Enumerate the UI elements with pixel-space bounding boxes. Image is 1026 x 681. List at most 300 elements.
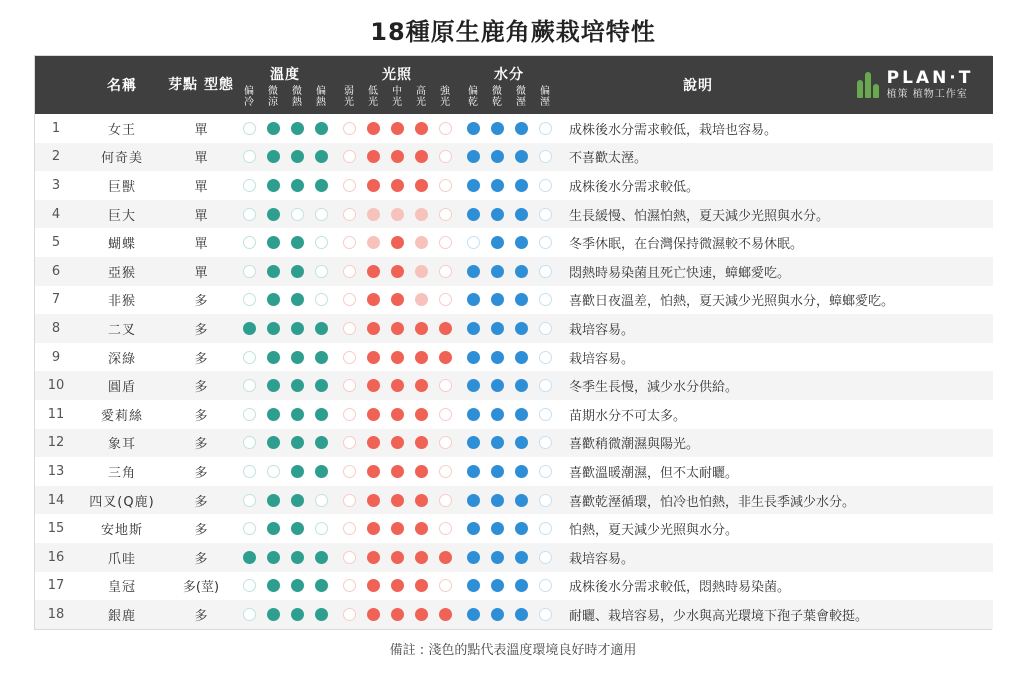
cell-number: 13 (47, 463, 65, 479)
cell-bud-type: 多 (194, 294, 208, 310)
cell-temperature (235, 457, 335, 486)
cell-name: 女王 (107, 122, 136, 138)
water-dot-2 (509, 551, 533, 564)
temperature-dots (235, 551, 335, 564)
cell-temperature (235, 572, 335, 601)
cell-temperature (235, 343, 335, 372)
water-dot-0 (461, 465, 485, 478)
table-row (35, 314, 993, 343)
temperature-dot-2 (285, 551, 309, 564)
water-dot-2 (509, 351, 533, 364)
cell-bud-type: 單 (194, 179, 208, 195)
water-dots (459, 351, 559, 364)
cell-description: 苗期水分不可太多。 (569, 408, 687, 424)
temperature-dot-1 (261, 122, 285, 135)
temperature-dot-2 (285, 322, 309, 335)
cell-number: 4 (51, 206, 61, 222)
water-dots (459, 494, 559, 507)
cell-water (459, 600, 559, 629)
light-dot-4 (433, 265, 457, 278)
cell-water (459, 286, 559, 315)
water-dot-2 (509, 522, 533, 535)
light-dots (335, 608, 459, 621)
light-dot-3 (409, 208, 433, 221)
light-dot-2 (385, 579, 409, 592)
light-dot-0 (337, 179, 361, 192)
light-sub-2-line2: 光 (392, 97, 402, 108)
temperature-dot-0 (237, 351, 261, 364)
cell-temperature (235, 371, 335, 400)
temperature-dot-3 (309, 351, 333, 364)
table-row (35, 429, 993, 458)
temperature-dot-3 (309, 465, 333, 478)
temperature-dot-2 (285, 179, 309, 192)
light-dot-0 (337, 150, 361, 163)
logo-name: PLAN·T (886, 67, 974, 88)
cell-water (459, 543, 559, 572)
light-dot-4 (433, 293, 457, 306)
cell-temperature (235, 200, 335, 229)
temperature-dots (235, 322, 335, 335)
logo-subtitle: 植策 植物工作室 (886, 88, 968, 100)
cell-number: 1 (51, 120, 61, 136)
light-dots (335, 208, 459, 221)
light-dot-0 (337, 293, 361, 306)
temperature-dot-2 (285, 379, 309, 392)
water-dot-2 (509, 408, 533, 421)
light-dot-4 (433, 494, 457, 507)
temperature-dot-2 (285, 408, 309, 421)
light-dot-1 (361, 522, 385, 535)
light-dot-1 (361, 293, 385, 306)
light-dot-0 (337, 494, 361, 507)
cell-temperature (235, 257, 335, 286)
water-dot-1 (485, 436, 509, 449)
temperature-dot-0 (237, 551, 261, 564)
cell-number: 14 (47, 492, 65, 508)
water-dot-1 (485, 150, 509, 163)
water-sub-2-line1: 微 (516, 86, 526, 97)
temperature-dots (235, 465, 335, 478)
cell-name: 象耳 (107, 437, 136, 453)
light-dot-3 (409, 494, 433, 507)
cell-light (335, 228, 459, 257)
cell-description: 冬季生長慢，減少水分供給。 (569, 380, 739, 396)
water-dot-1 (485, 351, 509, 364)
cell-temperature (235, 143, 335, 172)
water-dot-1 (485, 408, 509, 421)
water-dot-2 (509, 293, 533, 306)
water-dot-2 (509, 179, 533, 192)
temperature-dot-0 (237, 408, 261, 421)
cell-description: 喜歡乾溼循環，怕冷也怕熱，非生長季減少水分。 (569, 494, 856, 510)
cell-name: 二叉 (107, 322, 136, 338)
cell-temperature (235, 314, 335, 343)
water-dot-2 (509, 494, 533, 507)
water-dots (459, 293, 559, 306)
header-temp-sub-0 (237, 86, 261, 108)
light-dot-2 (385, 208, 409, 221)
light-dot-4 (433, 522, 457, 535)
cell-water (459, 457, 559, 486)
table-body (35, 114, 993, 629)
light-dot-2 (385, 265, 409, 278)
header-light-sub-0 (337, 86, 361, 108)
water-sub-2-line2: 溼 (516, 97, 526, 108)
temperature-dot-0 (237, 150, 261, 163)
light-dot-4 (433, 608, 457, 621)
water-dots (459, 408, 559, 421)
light-dot-0 (337, 465, 361, 478)
light-dot-2 (385, 236, 409, 249)
cell-light (335, 286, 459, 315)
table-row (35, 514, 993, 543)
cell-water (459, 514, 559, 543)
water-dot-1 (485, 265, 509, 278)
water-dot-0 (461, 265, 485, 278)
water-dot-1 (485, 179, 509, 192)
water-dots (459, 551, 559, 564)
temp-sub-1-line1: 微 (268, 86, 278, 97)
temperature-dot-0 (237, 522, 261, 535)
water-dot-2 (509, 608, 533, 621)
light-dot-3 (409, 608, 433, 621)
water-dot-1 (485, 579, 509, 592)
header-name-label: 名稱 (107, 78, 137, 94)
cell-description: 栽培容易。 (569, 322, 635, 338)
light-dot-2 (385, 436, 409, 449)
water-dot-2 (509, 436, 533, 449)
cell-number: 7 (51, 292, 61, 308)
cell-number: 6 (51, 263, 61, 279)
table-row (35, 572, 993, 601)
water-dot-0 (461, 208, 485, 221)
light-dot-1 (361, 379, 385, 392)
cell-bud-type: 單 (194, 151, 208, 167)
water-dot-1 (485, 122, 509, 135)
water-dots (459, 122, 559, 135)
temperature-dot-1 (261, 322, 285, 335)
cell-light (335, 343, 459, 372)
water-dot-3 (533, 436, 557, 449)
water-dot-3 (533, 379, 557, 392)
cell-temperature (235, 514, 335, 543)
light-sub-2-line1: 中 (392, 86, 402, 97)
water-dots (459, 236, 559, 249)
light-dot-3 (409, 522, 433, 535)
cell-light (335, 543, 459, 572)
light-dots (335, 122, 459, 135)
temperature-dot-3 (309, 608, 333, 621)
light-sub-4-line1: 強 (440, 86, 450, 97)
header-temp-sub-2 (285, 86, 309, 108)
light-dot-3 (409, 351, 433, 364)
cell-light (335, 600, 459, 629)
water-dot-2 (509, 265, 533, 278)
water-sub-0-line1: 偏 (468, 86, 478, 97)
temp-sub-3-line2: 熱 (316, 97, 326, 108)
cell-water (459, 171, 559, 200)
temperature-dots (235, 579, 335, 592)
water-sub-0-line2: 乾 (468, 97, 478, 108)
temperature-dot-2 (285, 351, 309, 364)
temperature-dot-1 (261, 379, 285, 392)
header-description (559, 56, 837, 114)
cell-name: 皇冠 (107, 580, 136, 596)
water-dot-2 (509, 322, 533, 335)
water-dot-0 (461, 408, 485, 421)
light-dot-3 (409, 551, 433, 564)
light-dot-1 (361, 408, 385, 421)
temperature-dot-0 (237, 579, 261, 592)
water-dot-2 (509, 122, 533, 135)
temperature-dot-2 (285, 579, 309, 592)
water-dot-0 (461, 379, 485, 392)
temperature-dot-1 (261, 522, 285, 535)
temp-sub-3-line1: 偏 (316, 86, 326, 97)
table-row (35, 114, 993, 143)
header-light-sub-4 (433, 86, 457, 108)
temperature-dot-0 (237, 293, 261, 306)
cell-temperature (235, 429, 335, 458)
header-water-sub-2 (509, 86, 533, 108)
water-dot-1 (485, 379, 509, 392)
cell-description: 成株後水分需求較低，悶熱時易染菌。 (569, 580, 791, 596)
water-dot-0 (461, 122, 485, 135)
light-dot-3 (409, 579, 433, 592)
light-dots (335, 436, 459, 449)
cell-description: 成株後水分需求較低。 (569, 179, 700, 195)
cell-description: 喜歡稍微潮濕與陽光。 (569, 437, 700, 453)
light-dots (335, 351, 459, 364)
cell-bud-type: 單 (194, 122, 208, 138)
cell-name: 圓盾 (107, 380, 136, 396)
water-dot-2 (509, 208, 533, 221)
temperature-dot-2 (285, 436, 309, 449)
header-light (335, 56, 459, 114)
water-dot-3 (533, 522, 557, 535)
table-row (35, 486, 993, 515)
header-number (35, 56, 77, 114)
temperature-dot-2 (285, 265, 309, 278)
header-bud-type-label (167, 77, 235, 93)
water-dot-0 (461, 579, 485, 592)
cell-temperature (235, 400, 335, 429)
light-dot-2 (385, 522, 409, 535)
header-water-subs (459, 86, 559, 114)
temperature-dot-3 (309, 265, 333, 278)
header-description-label: 說明 (683, 78, 713, 94)
cell-name: 巨大 (107, 208, 136, 224)
table-row (35, 371, 993, 400)
temp-sub-2-line2: 熱 (292, 97, 302, 108)
water-dot-1 (485, 208, 509, 221)
water-sub-3-line1: 偏 (540, 86, 550, 97)
water-dot-0 (461, 150, 485, 163)
temperature-dot-2 (285, 494, 309, 507)
cell-description: 栽培容易。 (569, 351, 635, 367)
water-dot-2 (509, 379, 533, 392)
light-dot-0 (337, 322, 361, 335)
cell-temperature (235, 114, 335, 143)
water-dot-2 (509, 150, 533, 163)
light-dot-4 (433, 465, 457, 478)
light-dot-1 (361, 465, 385, 478)
temperature-dots (235, 522, 335, 535)
temperature-dot-0 (237, 179, 261, 192)
light-dot-1 (361, 436, 385, 449)
light-dots (335, 322, 459, 335)
light-dot-3 (409, 322, 433, 335)
temperature-dot-3 (309, 494, 333, 507)
water-dots (459, 379, 559, 392)
cell-number: 2 (51, 149, 61, 165)
light-dots (335, 293, 459, 306)
light-sub-0-line2: 光 (344, 97, 354, 108)
temperature-dot-3 (309, 122, 333, 135)
table-header-row (35, 56, 993, 114)
cell-description: 耐曬、栽培容易，少水與高光環境下孢子葉會較挺。 (569, 608, 869, 624)
light-dot-1 (361, 579, 385, 592)
light-dot-1 (361, 494, 385, 507)
light-dot-3 (409, 436, 433, 449)
cell-bud-type: 多 (194, 351, 208, 367)
cell-name: 亞猴 (107, 265, 136, 281)
water-dot-3 (533, 579, 557, 592)
cell-bud-type: 單 (194, 237, 208, 253)
temperature-dot-2 (285, 608, 309, 621)
water-dot-3 (533, 179, 557, 192)
water-dot-2 (509, 465, 533, 478)
light-dot-0 (337, 408, 361, 421)
temperature-dot-1 (261, 265, 285, 278)
light-dot-0 (337, 208, 361, 221)
cell-water (459, 200, 559, 229)
light-dot-0 (337, 608, 361, 621)
cell-description: 怕熱，夏天減少光照與水分。 (569, 523, 739, 539)
light-sub-3-line1: 高 (416, 86, 426, 97)
cell-name: 銀鹿 (107, 608, 136, 624)
water-sub-1-line2: 乾 (492, 97, 502, 108)
temperature-dot-1 (261, 436, 285, 449)
water-dot-3 (533, 465, 557, 478)
light-dot-4 (433, 436, 457, 449)
light-dots (335, 551, 459, 564)
logo-inner (843, 69, 987, 102)
light-dots (335, 579, 459, 592)
header-light-sub-3 (409, 86, 433, 108)
table-row (35, 228, 993, 257)
light-dots (335, 494, 459, 507)
light-dot-4 (433, 122, 457, 135)
temperature-dots (235, 436, 335, 449)
table-row (35, 343, 993, 372)
temp-sub-2-line1: 微 (292, 86, 302, 97)
water-dot-1 (485, 522, 509, 535)
cell-bud-type: 多 (194, 408, 208, 424)
cell-name: 深綠 (107, 351, 136, 367)
cell-water (459, 343, 559, 372)
light-dot-0 (337, 579, 361, 592)
light-dot-4 (433, 322, 457, 335)
cell-light (335, 200, 459, 229)
table-row (35, 400, 993, 429)
water-dots (459, 322, 559, 335)
temperature-dot-1 (261, 150, 285, 163)
table-row (35, 543, 993, 572)
water-dot-0 (461, 322, 485, 335)
temperature-dot-1 (261, 208, 285, 221)
temperature-dot-3 (309, 236, 333, 249)
light-dot-3 (409, 236, 433, 249)
cultivation-table-container (34, 55, 992, 630)
light-dot-1 (361, 236, 385, 249)
light-dots (335, 465, 459, 478)
cell-name: 蝴蝶 (107, 237, 136, 253)
light-sub-4-line2: 光 (440, 97, 450, 108)
light-dot-3 (409, 408, 433, 421)
cell-number: 17 (47, 578, 65, 594)
light-dot-4 (433, 236, 457, 249)
water-dot-3 (533, 265, 557, 278)
temperature-dot-1 (261, 408, 285, 421)
temperature-dots (235, 494, 335, 507)
light-dots (335, 236, 459, 249)
light-dot-3 (409, 265, 433, 278)
temperature-dot-1 (261, 236, 285, 249)
light-dot-1 (361, 265, 385, 278)
light-dot-4 (433, 579, 457, 592)
temperature-dots (235, 179, 335, 192)
cell-light (335, 572, 459, 601)
cell-description: 喜歡溫暖潮濕，但不太耐曬。 (569, 465, 739, 481)
cell-water (459, 400, 559, 429)
water-dots (459, 465, 559, 478)
cell-description: 成株後水分需求較低，栽培也容易。 (569, 122, 778, 138)
light-dot-2 (385, 322, 409, 335)
light-dot-4 (433, 150, 457, 163)
cell-name: 四叉(Q鹿) (89, 494, 155, 510)
cell-light (335, 114, 459, 143)
temperature-dot-1 (261, 494, 285, 507)
cell-water (459, 429, 559, 458)
water-dot-1 (485, 236, 509, 249)
cell-water (459, 572, 559, 601)
light-dot-1 (361, 608, 385, 621)
temperature-dots (235, 408, 335, 421)
water-dot-3 (533, 408, 557, 421)
header-water (459, 56, 559, 114)
temperature-dot-3 (309, 179, 333, 192)
cell-number: 3 (51, 177, 61, 193)
temperature-dots (235, 150, 335, 163)
cell-temperature (235, 600, 335, 629)
light-dot-0 (337, 522, 361, 535)
cell-light (335, 257, 459, 286)
cell-number: 11 (47, 406, 65, 422)
water-dot-2 (509, 236, 533, 249)
light-dot-1 (361, 150, 385, 163)
cell-temperature (235, 543, 335, 572)
water-dot-0 (461, 494, 485, 507)
light-dot-4 (433, 408, 457, 421)
table-row (35, 600, 993, 629)
water-dot-3 (533, 208, 557, 221)
cell-light (335, 171, 459, 200)
light-dot-0 (337, 265, 361, 278)
cell-description: 栽培容易。 (569, 551, 635, 567)
brand-logo (837, 56, 993, 114)
